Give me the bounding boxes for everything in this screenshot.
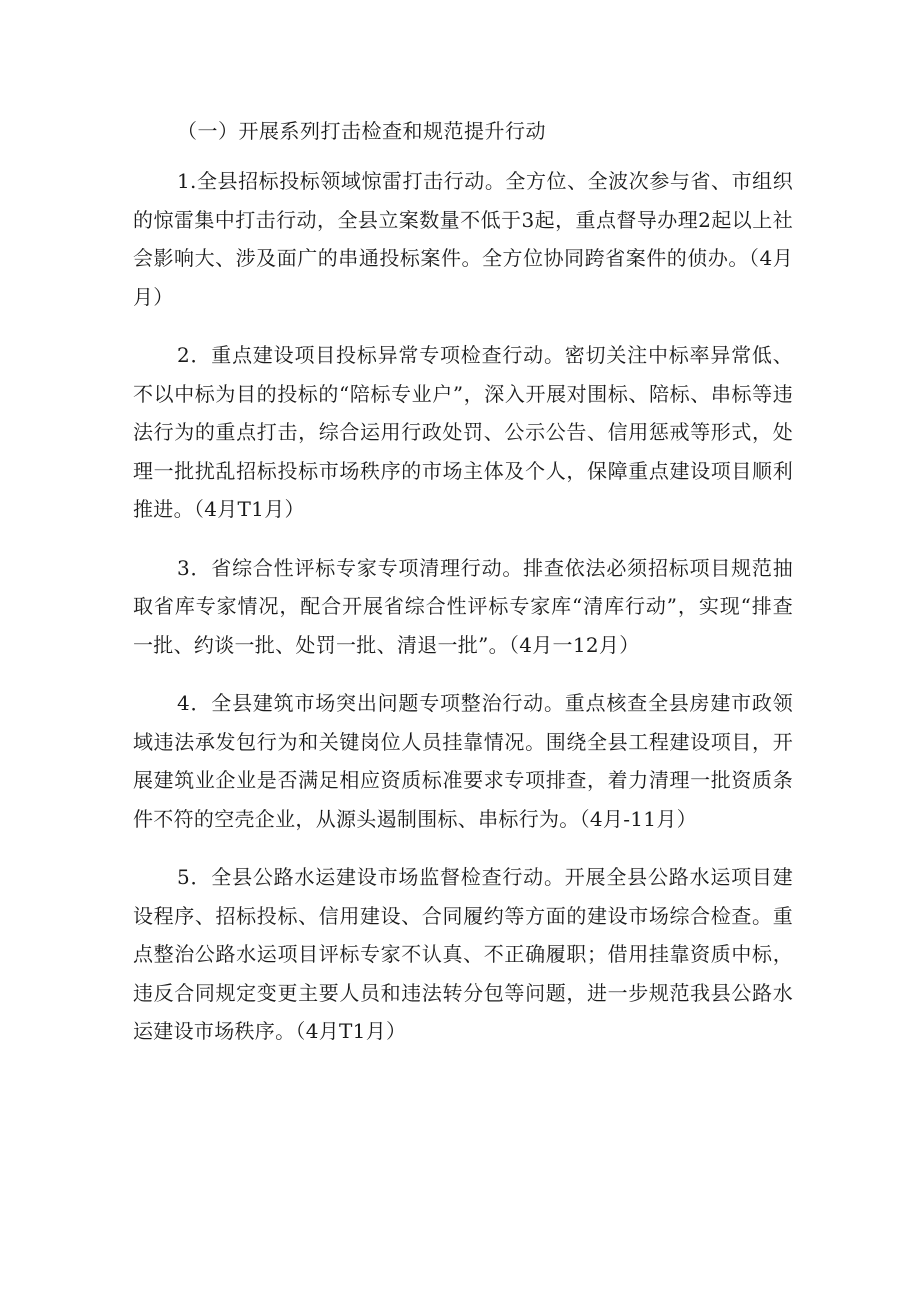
section-heading: （一）开展系列打击检查和规范提升行动 bbox=[177, 119, 546, 143]
document-body bbox=[133, 112, 793, 1071]
paragraph-item-1: 1.全县招标投标领域惊雷打击行动。全方位、全波次参与省、市组织的惊雷集中打击行动，全县立案数量不低于3起，重点督导办理2起以上社会影响大、涉及面广的串通投标案件。全方位协同跨省案件的侦办。（4月月） bbox=[133, 169, 793, 309]
paragraph-item-2: 2．重点建设项目投标异常专项检查行动。密切关注中标率异常低、不以中标为目的投标的“陪标专业户”，深入开展对围标、陪标、串标等违法行为的重点打击，综合运用行政处罚、公示公告、信用惩戒等形式，处理一批扰乱招标投标市场秩序的市场主体及个人，保障重点建设项目顺利推进。（4月T1月） bbox=[133, 343, 793, 521]
paragraph-item-4: 4．全县建筑市场突出问题专项整治行动。重点核查全县房建市政领域违法承发包行为和关键岗位人员挂靠情况。围绕全县工程建设项目，开展建筑业企业是否满足相应资质标准要求专项排查，着力清理一批资质条件不符的空壳企业，从源头遏制围标、串标行为。（4月-11月） bbox=[133, 691, 793, 831]
paragraph-item-5: 5．全县公路水运建设市场监督检查行动。开展全县公路水运项目建设程序、招标投标、信用建设、合同履约等方面的建设市场综合检查。重点整治公路水运项目评标专家不认真、不正确履职；借用挂靠资质中标，违反合同规定变更主要人员和违法转分包等问题，进一步规范我县公路水运建设市场秩序。（4月T1月） bbox=[133, 865, 793, 1043]
paragraph-item-3: 3．省综合性评标专家专项清理行动。排查依法必须招标项目规范抽取省库专家情况，配合开展省综合性评标专家库“清库行动”，实现“排查一批、约谈一批、处罚一批、清退一批”。（4月一12月） bbox=[133, 555, 793, 657]
